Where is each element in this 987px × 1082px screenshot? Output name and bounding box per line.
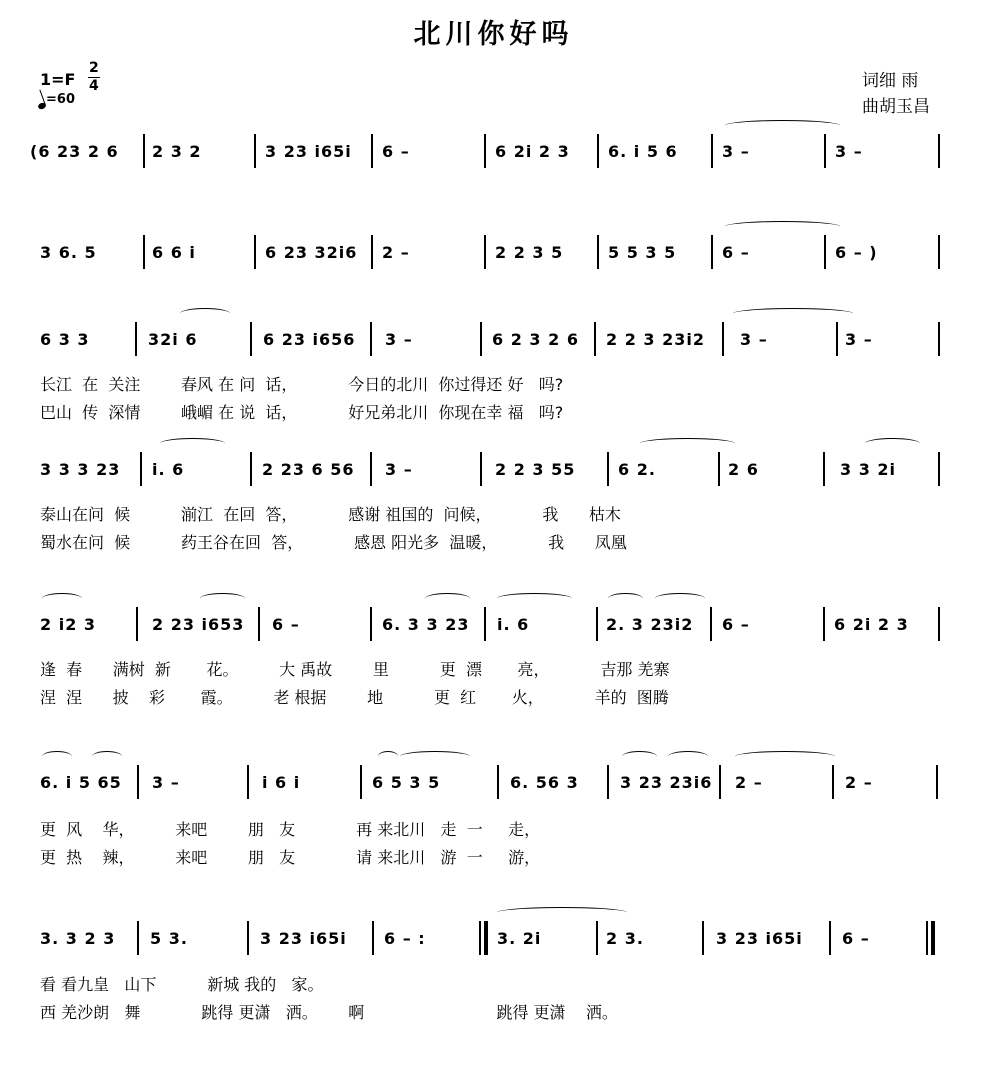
bar-line: [372, 921, 374, 955]
bar-line: [832, 765, 834, 799]
bar-line: [938, 607, 940, 641]
measure-3: 6 23 i656: [263, 330, 356, 349]
repeat-bar-thick: [484, 921, 488, 955]
bar-line: [936, 765, 938, 799]
measure-3: 2 23 6 56: [262, 460, 355, 479]
measure-2: 32i 6: [148, 330, 198, 349]
lyric-line-4a: 泰山在问 候 湔江 在回 答， 感谢 祖国的 问候， 我 枯木: [40, 505, 621, 524]
measure-8: 3 –: [845, 330, 873, 349]
staff-system-4: [0, 452, 987, 492]
lyric-line-6a: 更 风 华， 来吧 朋 友 再 来北川 走 一 走，: [40, 820, 541, 839]
tempo-value: =60: [46, 92, 75, 107]
bar-line: [823, 607, 825, 641]
bar-line: [938, 322, 940, 356]
measure-8: 2 –: [845, 773, 873, 792]
song-title: 北川你好吗: [413, 19, 574, 50]
bar-line: [371, 235, 373, 269]
measure-2: 6 6 i: [152, 243, 196, 262]
tie-arc: [735, 751, 835, 762]
tie-arc: [640, 438, 735, 449]
tie-arc: [725, 120, 840, 131]
tie-arc: [608, 593, 643, 604]
measure-7: 6 –: [722, 615, 750, 634]
bar-line: [718, 452, 720, 486]
tie-arc: [160, 438, 225, 449]
measure-2: 2 23 i653: [152, 615, 245, 634]
bar-line: [484, 134, 486, 168]
tie-arc: [865, 438, 920, 449]
measure-1: 3 6. 5: [40, 243, 97, 262]
measure-5: 6 2 3 2 6: [492, 330, 579, 349]
meter-top: 2: [89, 60, 99, 76]
bar-line: [136, 607, 138, 641]
composer-credit: 曲胡玉昌: [862, 97, 930, 117]
bar-line: [137, 921, 139, 955]
bar-line: [143, 235, 145, 269]
bar-line: [247, 765, 249, 799]
bar-line: [596, 921, 598, 955]
measure-2: 2 3 2: [152, 142, 202, 161]
measure-4: 3 –: [385, 330, 413, 349]
bar-line: [137, 765, 139, 799]
measure-5: 3. 2i: [497, 929, 542, 948]
bar-line: [710, 607, 712, 641]
measure-5: 2 2 3 55: [495, 460, 576, 479]
time-signature: [88, 60, 100, 95]
measure-7: 6 –: [722, 243, 750, 262]
tie-arc: [42, 751, 72, 762]
measure-6: 5 5 3 5: [608, 243, 677, 262]
staff-system-1: [0, 134, 987, 174]
measure-2: i. 6: [152, 460, 185, 479]
measure-3: 6 –: [272, 615, 300, 634]
measure-6: 6 2.: [618, 460, 656, 479]
bar-line: [480, 322, 482, 356]
lyric-line-5b: 涅 涅 披 彩 霞。 老 根据 地 更 红 火， 羊的 图腾: [40, 688, 669, 707]
key-signature: 1=F: [40, 70, 76, 89]
staff-system-5: [0, 607, 987, 647]
measure-7: 2 –: [735, 773, 763, 792]
bar-line: [938, 235, 940, 269]
bar-line: [254, 134, 256, 168]
tie-arc: [668, 751, 708, 762]
bar-line: [135, 322, 137, 356]
measure-7: 2 6: [728, 460, 759, 479]
measure-3: 6 23 32i6: [265, 243, 358, 262]
bar-line: [719, 765, 721, 799]
bar-line: [480, 452, 482, 486]
measure-5: i. 6: [497, 615, 530, 634]
bar-line: [823, 452, 825, 486]
bar-line: [250, 322, 252, 356]
measure-5: 6 2i 2 3: [495, 142, 570, 161]
bar-line: [370, 607, 372, 641]
quarter-note-icon: [37, 102, 47, 110]
bar-line: [140, 452, 142, 486]
measure-8: 6 2i 2 3: [834, 615, 909, 634]
measure-1: 3 3 3 23: [40, 460, 121, 479]
measure-4: 6. 3 3 23: [382, 615, 470, 634]
measure-8: 6 –: [842, 929, 870, 948]
final-bar-line: [926, 921, 928, 955]
measure-7: 3 –: [722, 142, 750, 161]
bar-line: [711, 134, 713, 168]
measure-7: 3 –: [740, 330, 768, 349]
measure-1: 2 i2 3: [40, 615, 97, 634]
bar-line: [702, 921, 704, 955]
measure-8: 6 – ): [835, 243, 878, 262]
bar-line: [607, 452, 609, 486]
bar-line: [370, 452, 372, 486]
measure-6: 6. i 5 6: [608, 142, 678, 161]
tie-arc: [200, 593, 245, 604]
measure-6: 2 3.: [606, 929, 644, 948]
bar-line: [254, 235, 256, 269]
repeat-bar-line: [479, 921, 481, 955]
staff-system-3: [0, 322, 987, 362]
bar-line: [938, 134, 940, 168]
tie-arc: [400, 751, 470, 762]
measure-1: 3. 3 2 3: [40, 929, 116, 948]
lyric-line-5a: 逢 春 满树 新 花。 大 禹故 里 更 漂 亮， 吉那 羌寨: [40, 660, 670, 679]
bar-line: [596, 607, 598, 641]
bar-line: [824, 235, 826, 269]
measure-3: 3 23 i65i: [265, 142, 352, 161]
measure-1: 6 3 3: [40, 330, 90, 349]
meter-bottom: 4: [89, 78, 99, 94]
lyric-line-6b: 更 热 辣， 来吧 朋 友 请 来北川 游 一 游，: [40, 848, 541, 867]
lyricist-credit: 词细 雨: [862, 71, 919, 91]
tie-arc: [92, 751, 122, 762]
tie-arc: [497, 593, 572, 604]
tie-arc: [733, 308, 853, 319]
measure-3: 3 23 i65i: [260, 929, 347, 948]
bar-line: [607, 765, 609, 799]
bar-line: [824, 134, 826, 168]
measure-2: 5 3.: [150, 929, 188, 948]
bar-line: [250, 452, 252, 486]
measure-5: 2 2 3 5: [495, 243, 564, 262]
bar-line: [484, 607, 486, 641]
measure-1: 6. i 5 65: [40, 773, 122, 792]
measure-4: 6 – :: [384, 929, 426, 948]
bar-line: [371, 134, 373, 168]
measure-4: 2 –: [382, 243, 410, 262]
staff-system-7: [0, 921, 987, 961]
measure-3: i 6 i: [262, 773, 301, 792]
tie-arc: [622, 751, 657, 762]
staff-system-2: [0, 235, 987, 275]
bar-line: [938, 452, 940, 486]
bar-line: [594, 322, 596, 356]
tie-arc: [497, 907, 627, 918]
measure-4: 6 –: [382, 142, 410, 161]
measure-8: 3 3 2i: [840, 460, 897, 479]
tie-arc: [655, 593, 705, 604]
measure-5: 6. 56 3: [510, 773, 579, 792]
bar-line: [836, 322, 838, 356]
measure-6: 3 23 23i6: [620, 773, 713, 792]
staff-system-6: [0, 765, 987, 805]
bar-line: [722, 322, 724, 356]
measure-7: 3 23 i65i: [716, 929, 803, 948]
tie-arc: [42, 593, 82, 604]
tie-arc: [180, 308, 230, 319]
bar-line: [597, 235, 599, 269]
lyric-line-3a: 长江 在 关注 春风 在 问 话， 今日的北川 你过得还 好 吗?: [40, 375, 564, 394]
tie-arc: [378, 751, 398, 762]
measure-8: 3 –: [835, 142, 863, 161]
bar-line: [497, 765, 499, 799]
measure-4: 3 –: [385, 460, 413, 479]
bar-line: [258, 607, 260, 641]
measure-6: 2. 3 23i2: [606, 615, 694, 634]
bar-line: [829, 921, 831, 955]
tie-arc: [725, 221, 840, 232]
bar-line: [360, 765, 362, 799]
bar-line: [597, 134, 599, 168]
bar-line: [247, 921, 249, 955]
bar-line: [370, 322, 372, 356]
bar-line: [484, 235, 486, 269]
final-bar-thick: [931, 921, 935, 955]
lyric-line-7b: 西 羌沙朗 舞 跳得 更潇 洒。 啊 跳得 更潇 洒。: [40, 1003, 618, 1022]
tie-arc: [425, 593, 470, 604]
lyric-line-3b: 巴山 传 深情 峨嵋 在 说 话， 好兄弟北川 你现在幸 福 吗?: [40, 403, 564, 422]
lyric-line-7a: 看 看九皇 山下 新城 我的 家。: [40, 975, 324, 994]
measure-2: 3 –: [152, 773, 180, 792]
measure-1: (6 23 2 6: [30, 142, 119, 161]
lyric-line-4b: 蜀水在问 候 药王谷在回 答， 感恩 阳光多 温暖， 我 凤凰: [40, 533, 627, 552]
bar-line: [711, 235, 713, 269]
tempo-marking: [38, 92, 75, 109]
measure-4: 6 5 3 5: [372, 773, 441, 792]
bar-line: [143, 134, 145, 168]
measure-6: 2 2 3 23i2: [606, 330, 705, 349]
